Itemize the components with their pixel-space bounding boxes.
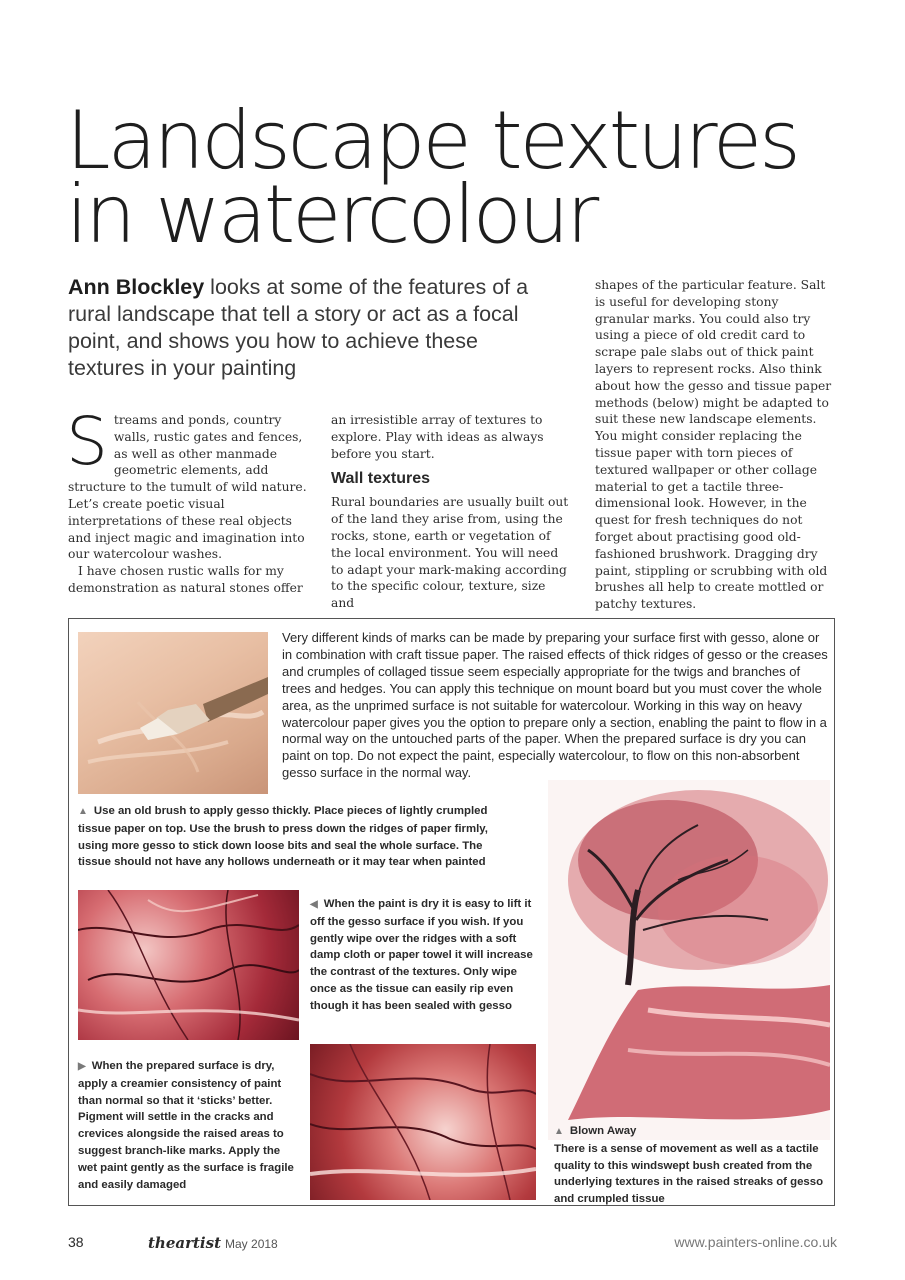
standfirst-text: looks at some of the features of a rural landscape that tell a story or act as a focal point, and shows you how to achieve these textures in your painting xyxy=(68,275,529,380)
tree-illustration xyxy=(548,780,830,1140)
painted-texture-photo xyxy=(310,1044,536,1200)
drop-cap: S xyxy=(66,403,108,480)
body-column-3 xyxy=(595,277,835,613)
caption-text: When the prepared surface is dry, apply a creamier consistency of paint than normal so that it ‘sticks’ better. Pigment will settle in the cracks and crevices alongside the raised areas to suggest branch-like marks. Apply the wet paint gently as the surface is fragile and easily damaged xyxy=(78,1060,294,1191)
caption-blown-away xyxy=(554,1123,830,1208)
texture-illustration xyxy=(78,890,299,1040)
gesso-brush-photo xyxy=(78,632,268,794)
caption-text: When the paint is dry it is easy to lift it off the gesso surface if you wish. If you gently wipe over the ridges with a soft damp cloth or paper towel it will increase the contrast of the textures. Only wipe once as the tissue can easily rip even though it has been sealed with gesso xyxy=(310,898,533,1012)
blown-away-painting xyxy=(548,780,830,1140)
painted-texture-illustration xyxy=(310,1044,536,1200)
page-number: 38 xyxy=(68,1234,84,1250)
issue-date: May 2018 xyxy=(225,1237,278,1251)
lifted-paint-photo xyxy=(78,890,299,1040)
body-column-1 xyxy=(66,403,308,597)
body-column-2 xyxy=(331,412,571,612)
body-text: treams and ponds, country walls, rustic gates and fences, as well as other manmade geometric elements, add structure to the tumult of wild nature. Let’s create poetic visual interpretations of these real objects and inject magic and imagination into our watercolour washes. xyxy=(68,413,307,562)
caption-gesso xyxy=(78,803,518,871)
magazine-logo: theartist xyxy=(148,1234,222,1252)
title-line-2: in watercolour xyxy=(66,168,597,261)
standfirst xyxy=(68,274,558,382)
body-paragraph: Rural boundaries are usually built out of the land they arise from, using the rocks, stone, earth or vegetation of the local environment. You will need to adapt your mark-making according to the specific colour, texture, size and xyxy=(331,495,569,611)
arrow-left-icon: ◀ xyxy=(310,899,318,910)
section-subhead: Wall textures xyxy=(331,470,430,488)
article-title xyxy=(66,94,846,261)
body-paragraph: an irresistible array of textures to explore. Play with ideas as always before you start. xyxy=(331,413,544,461)
title-line-1: Landscape textures xyxy=(66,94,798,187)
caption-text: Use an old brush to apply gesso thickly. Place pieces of lightly crumpled tissue paper on top. Use the brush to press down the ridges of paper firmly, using more gesso to stick down loose bits and seal the whole surface. The tissue should not have any hollows underneath or it may tear when painted xyxy=(78,805,488,869)
caption-lift xyxy=(310,896,538,1015)
arrow-up-icon: ▲ xyxy=(554,1126,564,1137)
author-name: Ann Blockley xyxy=(68,275,205,299)
arrow-up-icon: ▲ xyxy=(78,806,88,817)
arrow-right-icon: ▶ xyxy=(78,1061,86,1072)
caption-title: Blown Away xyxy=(569,1125,637,1137)
caption-paint xyxy=(78,1058,300,1193)
body-paragraph xyxy=(66,403,308,563)
caption-text: There is a sense of movement as well as a tactile quality to this windswept bush created from the underlying textures in the raised streaks of gesso and crumpled tissue xyxy=(554,1142,824,1206)
body-paragraph: I have chosen rustic walls for my demonstration as natural stones offer xyxy=(68,564,303,595)
magazine-folio xyxy=(148,1234,278,1252)
panel-intro-text: Very different kinds of marks can be made by preparing your surface first with gesso, alone or in combination with craft tissue paper. The raised effects of thick ridges of gesso or the creases and crumples of collaged tissue seem especially appropriate for the twigs and branches of trees and hedges. You can apply this technique on mount board but you must cover the whole area, as the unprimed surface is not suitable for watercolour. Working in this way on heavy watercolour paper gives you the option to prepare only a section, enabling the paint to flow in a normal way on the untouched parts of the paper. When the prepared surface is dry you can paint on top. Do not expect the paint, especially watercolour, to flow on this non-absorbent gesso surface in the normal way. xyxy=(282,630,828,781)
brush-illustration xyxy=(78,632,268,794)
website-url[interactable]: www.painters-online.co.uk xyxy=(674,1234,837,1250)
body-paragraph: shapes of the particular feature. Salt is useful for developing stony granular marks. You could also try using a piece of old credit card to scrape pale slabs out of thick paint layers to represent rocks. Also think about how the gesso and tissue paper methods (below) might be adapted to suit these new landscape elements. You might consider replacing the tissue paper with torn pieces of textured wallpaper or other collage material to get a tactile three-dimensional look. However, in the quest for fresh techniques do not forget about practising good old-fashioned brushwork. Dragging dry paint, stippling or scrubbing with old brushes all help to create mottled or patchy textures. xyxy=(595,278,832,612)
